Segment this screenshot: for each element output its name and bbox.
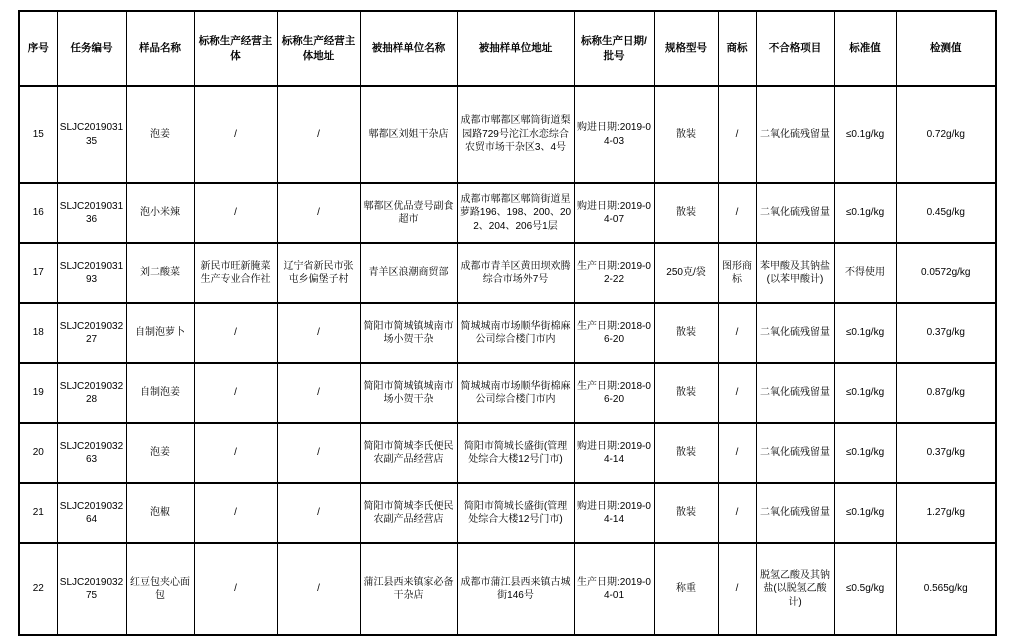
cell-sampled-unit-name: 郫都区优品壹号副食超市 — [360, 183, 457, 243]
cell-index: 15 — [19, 86, 57, 183]
cell-failed-item: 二氧化硫残留量 — [756, 363, 834, 423]
column-header-sampled-unit-name: 被抽样单位名称 — [360, 11, 457, 86]
column-header-task-id: 任务编号 — [57, 11, 126, 86]
cell-standard-value: ≤0.1g/kg — [834, 363, 896, 423]
cell-producer-address: / — [277, 363, 360, 423]
cell-task-id: SLJC201903227 — [57, 303, 126, 363]
cell-trademark: / — [718, 483, 756, 543]
cell-sampled-unit-address: 简城城南市场顺华街棉麻公司综合楼门市内 — [457, 303, 574, 363]
cell-sample-name: 自制泡姜 — [126, 363, 194, 423]
table-row — [19, 483, 996, 543]
cell-detected-value: 0.0572g/kg — [896, 243, 996, 303]
cell-failed-item: 二氧化硫残留量 — [756, 483, 834, 543]
table-row — [19, 243, 996, 303]
cell-sampled-unit-address: 简城城南市场顺华街棉麻公司综合楼门市内 — [457, 363, 574, 423]
cell-producer-address: / — [277, 543, 360, 635]
cell-sample-name: 泡姜 — [126, 86, 194, 183]
cell-producer-name: / — [194, 86, 277, 183]
cell-producer-address: / — [277, 86, 360, 183]
cell-standard-value: ≤0.1g/kg — [834, 303, 896, 363]
cell-spec-model: 散装 — [654, 423, 718, 483]
cell-spec-model: 散装 — [654, 483, 718, 543]
cell-standard-value: 不得使用 — [834, 243, 896, 303]
column-header-index: 序号 — [19, 11, 57, 86]
cell-failed-item: 二氧化硫残留量 — [756, 86, 834, 183]
cell-producer-address: / — [277, 183, 360, 243]
cell-producer-name: / — [194, 483, 277, 543]
cell-sampled-unit-name: 简阳市简城李氏便民农副产品经营店 — [360, 483, 457, 543]
cell-index: 16 — [19, 183, 57, 243]
cell-sample-name: 红豆包夹心面包 — [126, 543, 194, 635]
column-header-standard-value: 标准值 — [834, 11, 896, 86]
cell-producer-name: / — [194, 183, 277, 243]
cell-production-date: 购进日期:2019-04-03 — [574, 86, 654, 183]
cell-standard-value: ≤0.1g/kg — [834, 183, 896, 243]
cell-sampled-unit-address: 成都市郫都区郫筒街道梨园路729号沱江水恋综合农贸市场干杂区3、4号 — [457, 86, 574, 183]
column-header-sampled-unit-address: 被抽样单位地址 — [457, 11, 574, 86]
cell-production-date: 购进日期:2019-04-07 — [574, 183, 654, 243]
inspection-results-table — [18, 10, 997, 636]
cell-sample-name: 自制泡萝卜 — [126, 303, 194, 363]
cell-sampled-unit-name: 郫都区刘姐干杂店 — [360, 86, 457, 183]
cell-production-date: 生产日期:2019-02-22 — [574, 243, 654, 303]
cell-sampled-unit-name: 简阳市简城李氏便民农副产品经营店 — [360, 423, 457, 483]
cell-index: 17 — [19, 243, 57, 303]
cell-sampled-unit-address: 简阳市简城长盛街(管理处综合大楼12号门市) — [457, 483, 574, 543]
cell-sampled-unit-address: 成都市青羊区黄田坝欢腾综合市场外7号 — [457, 243, 574, 303]
cell-sampled-unit-address: 简阳市简城长盛街(管理处综合大楼12号门市) — [457, 423, 574, 483]
cell-spec-model: 散装 — [654, 303, 718, 363]
cell-sampled-unit-address: 成都市蒲江县西来镇古城街146号 — [457, 543, 574, 635]
cell-detected-value: 0.87g/kg — [896, 363, 996, 423]
cell-standard-value: ≤0.1g/kg — [834, 483, 896, 543]
cell-trademark: / — [718, 86, 756, 183]
cell-failed-item: 苯甲酸及其钠盐(以苯甲酸计) — [756, 243, 834, 303]
cell-spec-model: 250克/袋 — [654, 243, 718, 303]
cell-task-id: SLJC201903263 — [57, 423, 126, 483]
cell-task-id: SLJC201903264 — [57, 483, 126, 543]
cell-trademark: / — [718, 423, 756, 483]
cell-detected-value: 0.72g/kg — [896, 86, 996, 183]
cell-task-id: SLJC201903193 — [57, 243, 126, 303]
cell-index: 21 — [19, 483, 57, 543]
cell-failed-item: 二氧化硫残留量 — [756, 303, 834, 363]
cell-index: 22 — [19, 543, 57, 635]
cell-production-date: 生产日期:2019-04-01 — [574, 543, 654, 635]
cell-trademark: / — [718, 363, 756, 423]
cell-production-date: 生产日期:2018-06-20 — [574, 363, 654, 423]
cell-standard-value: ≤0.1g/kg — [834, 423, 896, 483]
cell-spec-model: 散装 — [654, 183, 718, 243]
cell-standard-value: ≤0.5g/kg — [834, 543, 896, 635]
table-header-row — [19, 11, 996, 86]
cell-producer-address: / — [277, 303, 360, 363]
cell-sample-name: 泡椒 — [126, 483, 194, 543]
cell-sampled-unit-name: 简阳市简城镇城南市场小贺干杂 — [360, 303, 457, 363]
cell-sample-name: 刘二酸菜 — [126, 243, 194, 303]
cell-production-date: 购进日期:2019-04-14 — [574, 423, 654, 483]
cell-spec-model: 散装 — [654, 363, 718, 423]
column-header-producer-name: 标称生产经营主体 — [194, 11, 277, 86]
column-header-production-date: 标称生产日期/批号 — [574, 11, 654, 86]
cell-producer-name: / — [194, 363, 277, 423]
cell-sampled-unit-name: 蒲江县西来镇家必备干杂店 — [360, 543, 457, 635]
cell-index: 19 — [19, 363, 57, 423]
cell-task-id: SLJC201903228 — [57, 363, 126, 423]
cell-failed-item: 二氧化硫残留量 — [756, 183, 834, 243]
cell-sampled-unit-name: 简阳市简城镇城南市场小贺干杂 — [360, 363, 457, 423]
cell-trademark: / — [718, 303, 756, 363]
cell-sampled-unit-name: 青羊区浪潮商贸部 — [360, 243, 457, 303]
cell-trademark: 图形商标 — [718, 243, 756, 303]
column-header-trademark: 商标 — [718, 11, 756, 86]
cell-producer-address: / — [277, 483, 360, 543]
cell-trademark: / — [718, 183, 756, 243]
cell-detected-value: 0.37g/kg — [896, 303, 996, 363]
cell-detected-value: 0.37g/kg — [896, 423, 996, 483]
cell-index: 18 — [19, 303, 57, 363]
cell-task-id: SLJC201903275 — [57, 543, 126, 635]
table-row — [19, 86, 996, 183]
column-header-spec-model: 规格型号 — [654, 11, 718, 86]
column-header-sample-name: 样品名称 — [126, 11, 194, 86]
cell-producer-name: / — [194, 423, 277, 483]
cell-spec-model: 称重 — [654, 543, 718, 635]
cell-spec-model: 散装 — [654, 86, 718, 183]
table-row — [19, 363, 996, 423]
cell-sample-name: 泡姜 — [126, 423, 194, 483]
cell-detected-value: 0.565g/kg — [896, 543, 996, 635]
cell-failed-item: 二氧化硫残留量 — [756, 423, 834, 483]
cell-trademark: / — [718, 543, 756, 635]
table-row — [19, 543, 996, 635]
cell-producer-address: 辽宁省新民市张屯乡偏堡子村 — [277, 243, 360, 303]
cell-producer-address: / — [277, 423, 360, 483]
cell-task-id: SLJC201903135 — [57, 86, 126, 183]
cell-producer-name: / — [194, 543, 277, 635]
cell-index: 20 — [19, 423, 57, 483]
table-row — [19, 423, 996, 483]
cell-detected-value: 1.27g/kg — [896, 483, 996, 543]
cell-sample-name: 泡小米辣 — [126, 183, 194, 243]
column-header-detected-value: 检测值 — [896, 11, 996, 86]
cell-sampled-unit-address: 成都市郫都区郫筒街道星萝路196、198、200、202、204、206号1层 — [457, 183, 574, 243]
cell-failed-item: 脱氢乙酸及其钠盐(以脱氢乙酸计) — [756, 543, 834, 635]
cell-producer-name: 新民市旺新腌菜生产专业合作社 — [194, 243, 277, 303]
column-header-producer-address: 标称生产经营主体地址 — [277, 11, 360, 86]
cell-standard-value: ≤0.1g/kg — [834, 86, 896, 183]
column-header-failed-item: 不合格项目 — [756, 11, 834, 86]
cell-task-id: SLJC201903136 — [57, 183, 126, 243]
table-row — [19, 303, 996, 363]
table-row — [19, 183, 996, 243]
cell-production-date: 购进日期:2019-04-14 — [574, 483, 654, 543]
cell-detected-value: 0.45g/kg — [896, 183, 996, 243]
cell-producer-name: / — [194, 303, 277, 363]
cell-production-date: 生产日期:2018-06-20 — [574, 303, 654, 363]
